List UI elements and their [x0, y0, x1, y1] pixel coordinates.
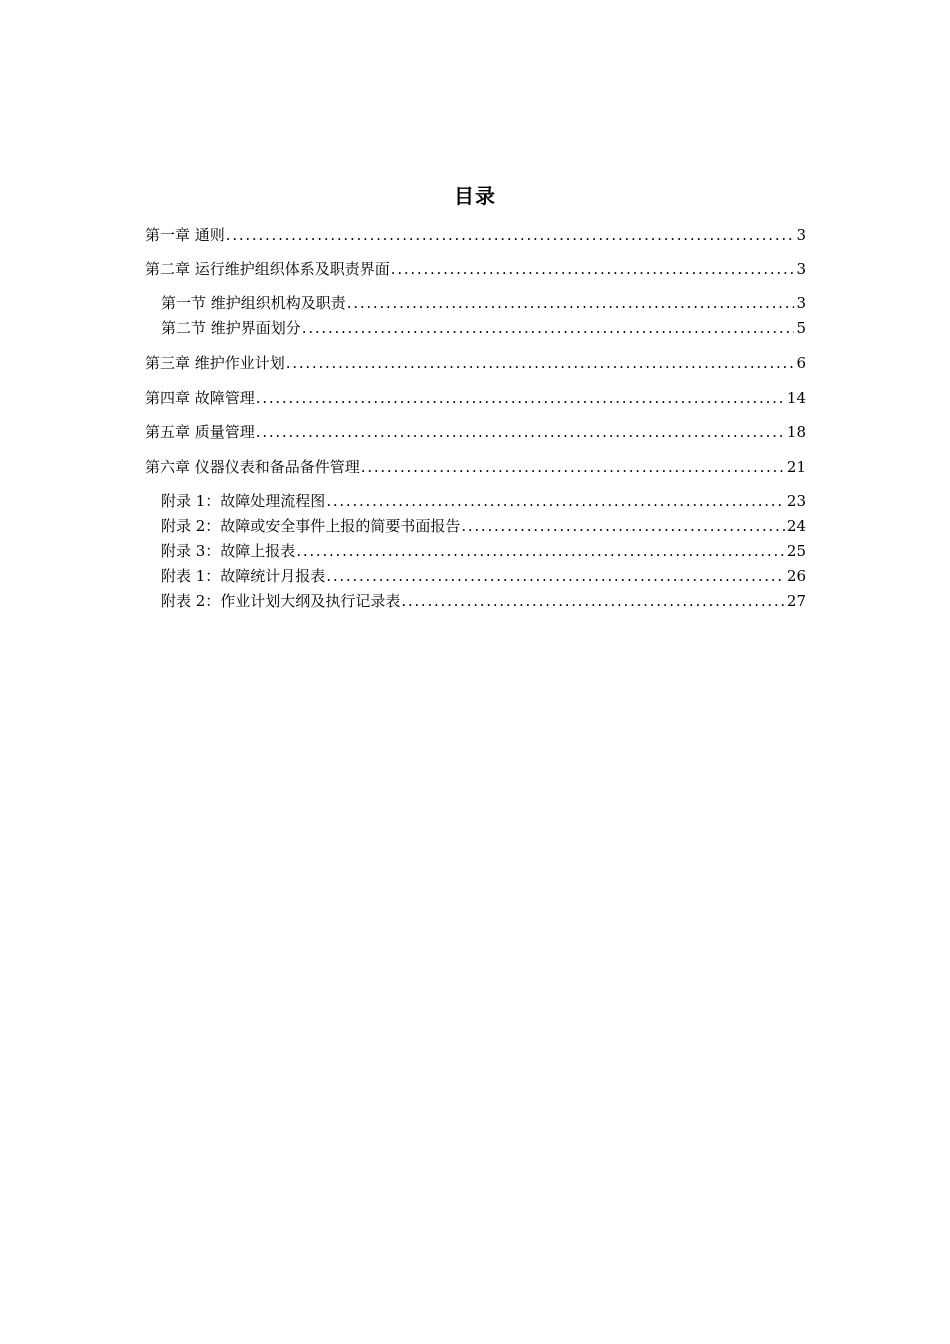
toc-entry-label[interactable]: 第一节 维护组织机构及职责	[161, 294, 346, 312]
toc-entry-page-number: 3	[796, 294, 806, 312]
toc-dot-leader	[461, 515, 785, 537]
toc-entry-page-number: 14	[786, 389, 806, 407]
toc-title: 目录	[454, 184, 496, 208]
toc-entry-table-2[interactable]	[161, 590, 806, 612]
toc-entry-label[interactable]: 第三章 维护作业计划	[145, 354, 285, 372]
toc-entry-page-number: 26	[786, 567, 806, 585]
toc-dot-leader	[347, 292, 795, 314]
toc-entry-appendix-2[interactable]	[161, 515, 806, 537]
toc-dot-leader	[286, 352, 795, 374]
toc-entry-label[interactable]: 附表 1：故障统计月报表	[161, 567, 326, 585]
toc-entry-page-number: 25	[786, 542, 806, 560]
toc-dot-leader	[391, 258, 795, 280]
toc-dot-leader	[226, 224, 795, 246]
toc-entry-appendix-3[interactable]	[161, 540, 806, 562]
toc-entry-label[interactable]: 附录 1：故障处理流程图	[161, 492, 326, 510]
toc-entry-page-number: 3	[796, 226, 806, 244]
toc-dot-leader	[256, 421, 785, 443]
toc-entry-chapter-6[interactable]	[145, 456, 806, 478]
toc-entry-label[interactable]: 第四章 故障管理	[145, 389, 255, 407]
toc-entry-label[interactable]: 第六章 仪器仪表和备品备件管理	[145, 458, 360, 476]
toc-entry-label[interactable]: 第二节 维护界面划分	[161, 319, 301, 337]
toc-entry-page-number: 21	[786, 458, 806, 476]
toc-entry-label[interactable]: 附表 2：作业计划大纲及执行记录表	[161, 592, 401, 610]
toc-entry-label[interactable]: 第一章 通则	[145, 226, 225, 244]
toc-entry-chapter-2[interactable]	[145, 258, 806, 280]
toc-entry-chapter-5[interactable]	[145, 421, 806, 443]
toc-entry-appendix-1[interactable]	[161, 490, 806, 512]
toc-dot-leader	[326, 490, 785, 512]
toc-dot-leader	[361, 456, 785, 478]
toc-entry-label[interactable]: 附录 3：故障上报表	[161, 542, 296, 560]
toc-dot-leader	[302, 317, 795, 339]
toc-dot-leader	[296, 540, 785, 562]
toc-entry-chapter-4[interactable]	[145, 387, 806, 409]
toc-entry-chapter-1[interactable]	[145, 224, 806, 246]
toc-entry-label[interactable]: 第五章 质量管理	[145, 423, 255, 441]
toc-entry-page-number: 3	[796, 260, 806, 278]
toc-entry-page-number: 23	[786, 492, 806, 510]
toc-entry-chapter-3[interactable]	[145, 352, 806, 374]
toc-entry-page-number: 18	[786, 423, 806, 441]
toc-entry-page-number: 24	[786, 517, 806, 535]
toc-entry-section-2[interactable]	[161, 317, 806, 339]
toc-entry-label[interactable]: 第二章 运行维护组织体系及职责界面	[145, 260, 390, 278]
toc-entry-page-number: 6	[796, 354, 806, 372]
toc-dot-leader	[326, 565, 785, 587]
toc-entry-page-number: 5	[796, 319, 806, 337]
toc-entry-page-number: 27	[786, 592, 806, 610]
toc-dot-leader	[401, 590, 785, 612]
toc-entry-section-1[interactable]	[161, 292, 806, 314]
toc-dot-leader	[256, 387, 785, 409]
toc-entry-table-1[interactable]	[161, 565, 806, 587]
toc-entry-label[interactable]: 附录 2：故障或安全事件上报的简要书面报告	[161, 517, 461, 535]
